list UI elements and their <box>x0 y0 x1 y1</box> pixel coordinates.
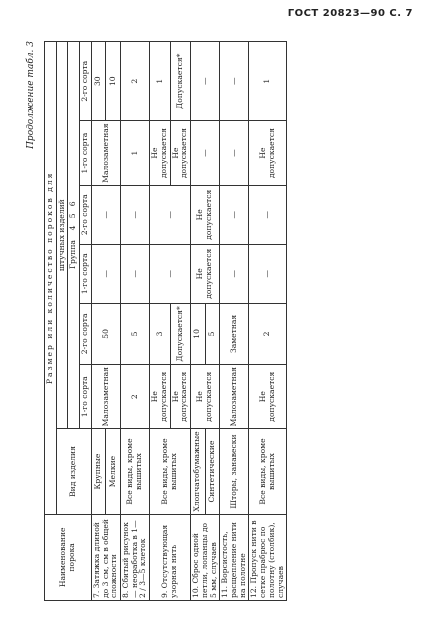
kind: Крупные <box>91 429 106 514</box>
cell: — <box>191 121 220 185</box>
kind: Шторы, занавески <box>220 429 249 514</box>
cell: — <box>249 244 287 303</box>
cell: Не допускается <box>191 365 220 429</box>
table-row <box>150 42 170 601</box>
kind: Все виды, кроме вышитых <box>150 429 191 514</box>
defect-name: 10. Сброс одной петли, лопанцы до 5 мм, случаев <box>191 514 220 600</box>
defect-name: 11. Ворсистость, расщепление нити на полотне <box>220 514 249 600</box>
cell: — <box>220 121 249 185</box>
cell: — <box>150 244 191 303</box>
cell: Заметная <box>220 303 249 364</box>
cell: Допускается* <box>170 42 190 121</box>
sort-5-1: 1-го сорта <box>80 244 92 303</box>
rotated-table-block <box>20 35 410 605</box>
cell: — <box>150 185 191 244</box>
header-kind: Вид изделия <box>56 429 91 514</box>
cell: 5 <box>205 303 220 364</box>
defect-name: 7. Затяжка длиной до 3 см, см в общей сложности <box>91 514 120 600</box>
cell: Не допускается <box>191 185 220 244</box>
cell: 2 <box>121 42 150 121</box>
table-row <box>220 42 249 601</box>
kind: Хлопчатобумажные <box>191 429 206 514</box>
cell: 1 <box>249 42 287 121</box>
cell: 3 <box>150 303 170 364</box>
cell: 10 <box>106 42 121 121</box>
cell: Малозаметная <box>91 121 120 185</box>
header-shtuch: штучных изделий <box>56 42 68 429</box>
group-4: 4 <box>68 225 78 231</box>
cell: 5 <box>121 303 150 364</box>
cell: — <box>91 244 120 303</box>
cell: Малозаметная <box>220 365 249 429</box>
sort-4-2: 2-го сорта <box>80 303 92 364</box>
sort-6-2: 2-го сорта <box>80 42 92 121</box>
sort-6-1: 1-го сорта <box>80 121 92 185</box>
kind: Мелкие <box>106 429 121 514</box>
cell: — <box>220 185 249 244</box>
defect-name: 8. Сбитый рисунок — неоработка в 1—2 / 3—5 клеток <box>121 514 150 600</box>
table-row <box>191 42 206 601</box>
table-row <box>91 42 106 601</box>
cell: Не допускается <box>249 121 287 185</box>
cell: — <box>220 42 249 121</box>
cell: — <box>121 185 150 244</box>
defect-name: 9. Отсутствующая узорная нить <box>150 514 191 600</box>
cell: 2 <box>121 365 150 429</box>
defects-table <box>44 41 287 601</box>
kind: Синтетические <box>205 429 220 514</box>
cell: Малозаметная <box>91 365 120 429</box>
cell: 2 <box>249 303 287 364</box>
header-defect-name: Наименование порока <box>45 514 92 600</box>
cell: — <box>121 244 150 303</box>
cell: — <box>220 244 249 303</box>
cell: — <box>249 185 287 244</box>
cell: Не допускается <box>150 121 170 185</box>
continuation-label: Продолжение табл. 3 <box>26 41 36 149</box>
cell: 50 <box>91 303 120 364</box>
group-6: 6 <box>68 201 78 207</box>
cell: Не допускается <box>150 365 170 429</box>
group-5: 5 <box>68 213 78 219</box>
sort-4-1: 1-го сорта <box>80 365 92 429</box>
cell: Не допускается <box>249 365 287 429</box>
defect-name: 12. Пропуск нити в сетке прабрюс по полотну (столбик), случаев <box>249 514 287 600</box>
kind: Все виды, кроме вышитых <box>249 429 287 514</box>
cell: Не допускается <box>170 121 190 185</box>
table-row <box>249 42 287 601</box>
cell: 1 <box>121 121 150 185</box>
header-measure: Размер или количество пороков для <box>45 42 57 515</box>
header-group-row <box>68 42 80 429</box>
cell: — <box>91 185 120 244</box>
cell: — <box>191 42 220 121</box>
cell: Не допускается <box>170 365 190 429</box>
kind: Все виды, кроме вышитых <box>121 429 150 514</box>
page-header: ГОСТ 20823—90 С. 7 <box>287 8 413 19</box>
cell: 10 <box>191 303 206 364</box>
cell: 1 <box>150 42 170 121</box>
cell: Не допускается <box>191 244 220 303</box>
cell: Допускается* <box>170 303 190 364</box>
sort-5-2: 2-го сорта <box>80 185 92 244</box>
table-row <box>121 42 150 601</box>
header-group: Группа <box>68 240 78 270</box>
cell: 30 <box>91 42 106 121</box>
